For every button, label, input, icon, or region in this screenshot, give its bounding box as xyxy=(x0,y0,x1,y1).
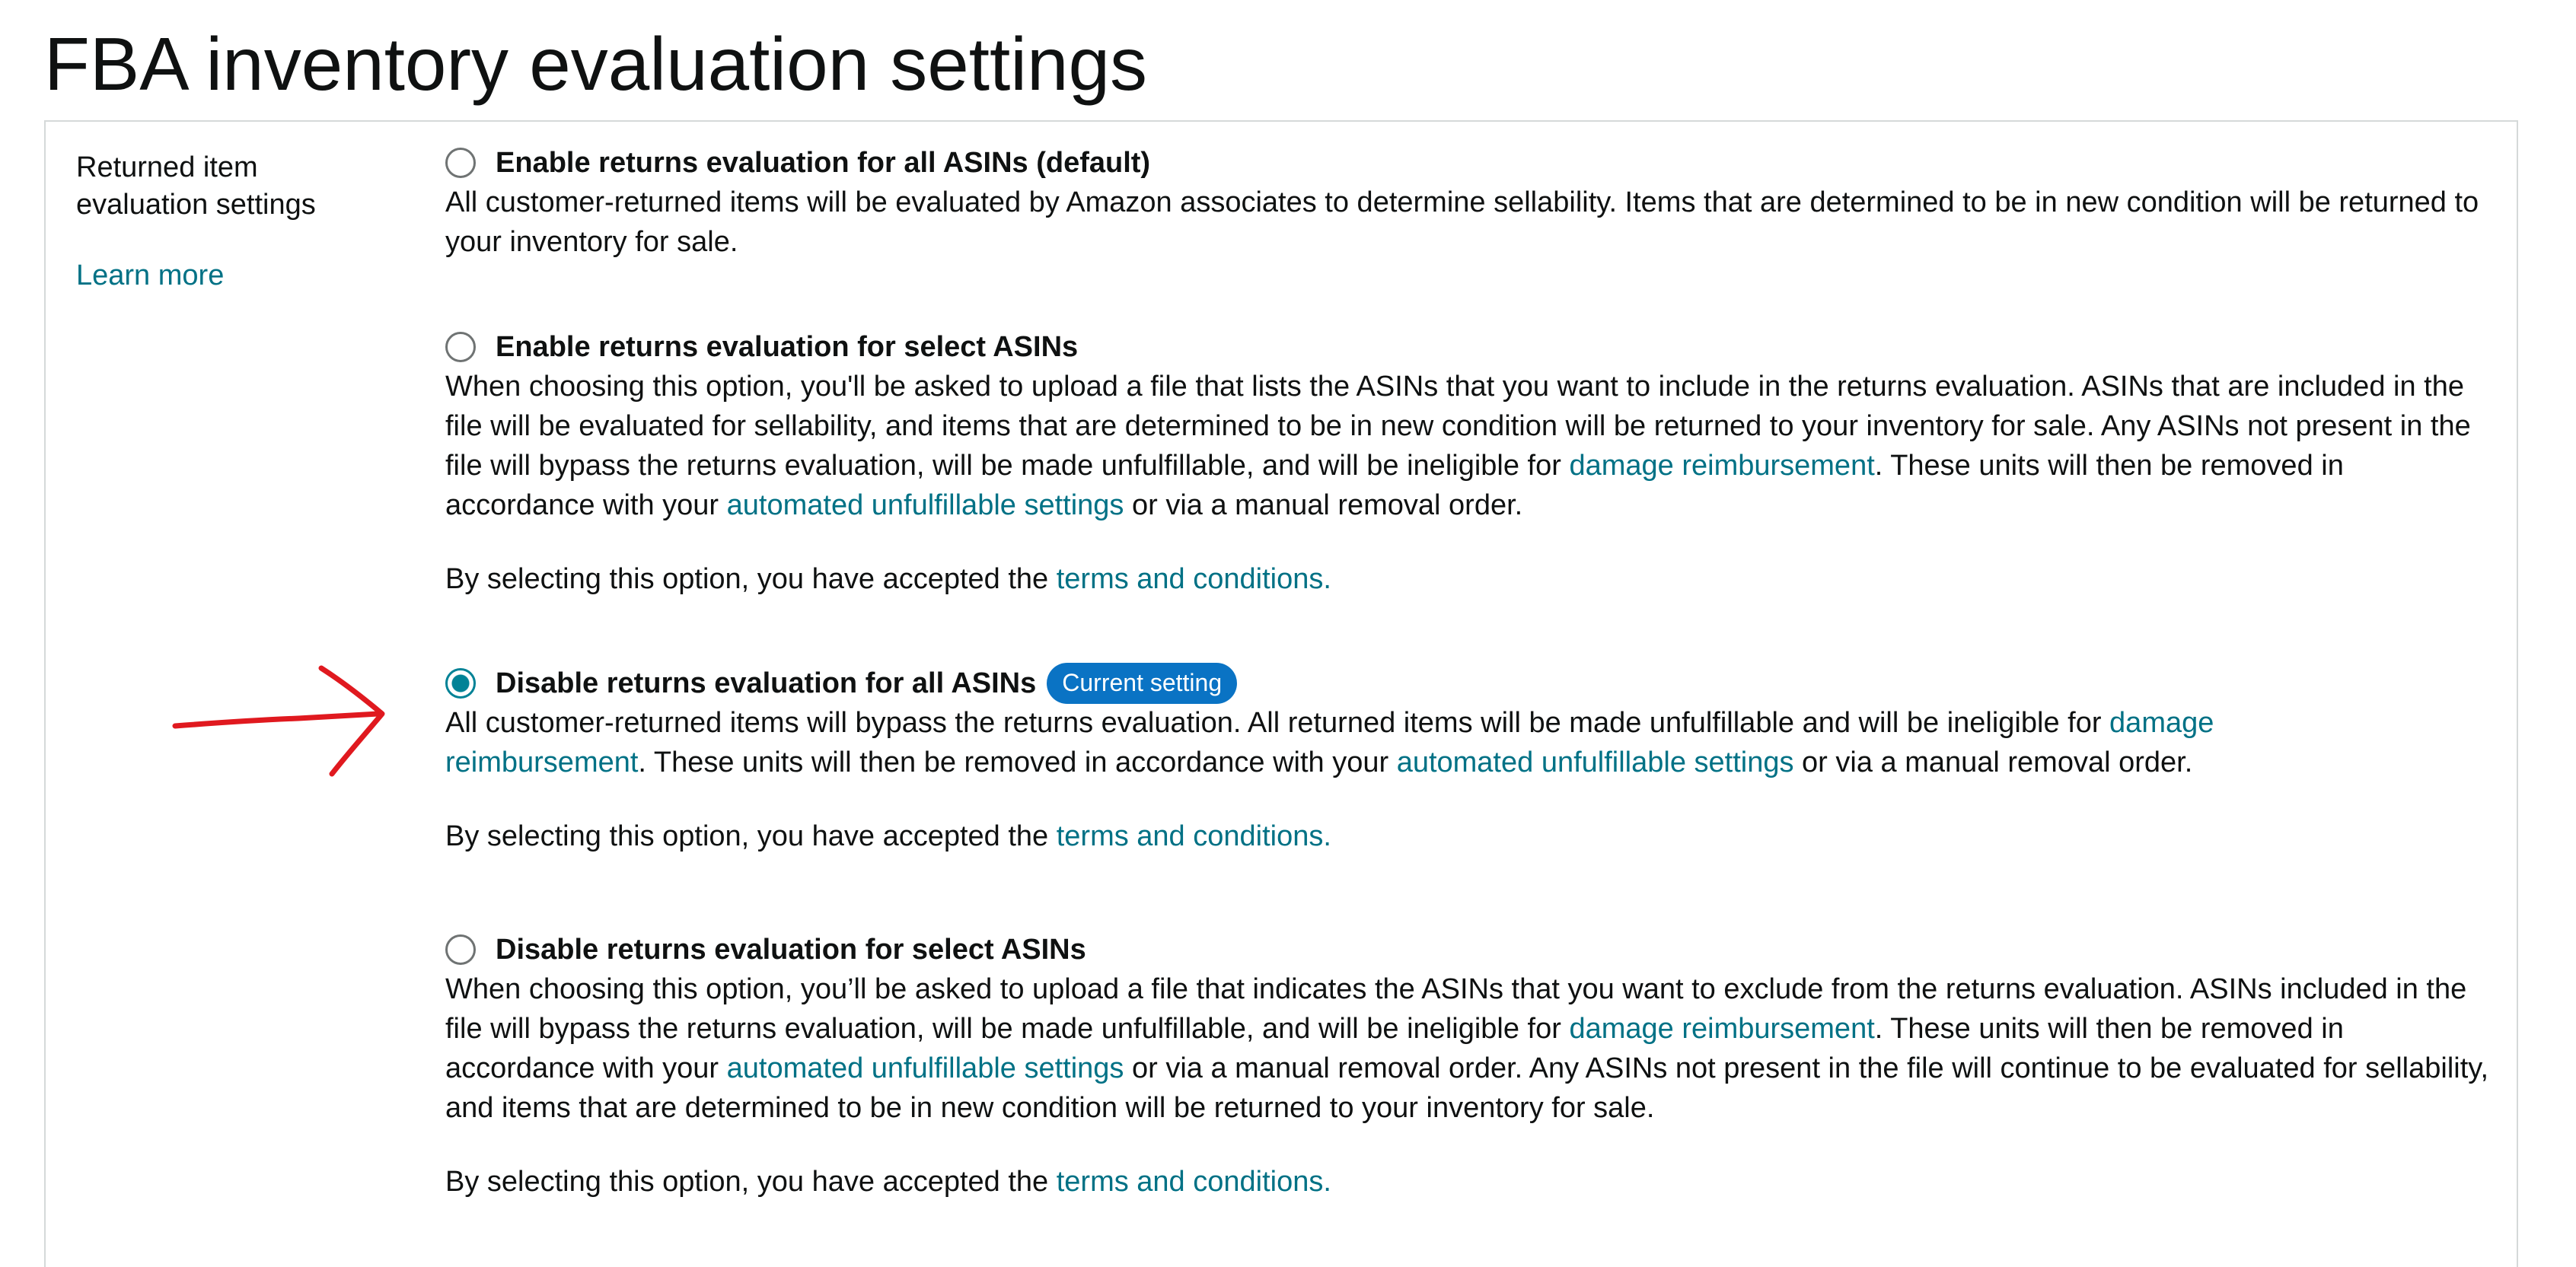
automated-unfulfillable-settings-link[interactable]: automated unfulfillable settings xyxy=(1396,747,1794,778)
desc-text: When choosing this option, you'll be asked to upload a file that lists the ASINs that you want to include in the returns evaluation. ASINs that are included in the file will be evaluated for sellability, and items that are determined to be in new condition will be returned to your inventory for sale. Any ASINs not present in the file will bypass the returns evaluation, will be made unfulfillable, and will be ineligible for xyxy=(445,371,2471,482)
desc-text: or via a manual removal order. xyxy=(1793,747,2193,778)
radio-disable-all-asins[interactable] xyxy=(445,668,476,699)
desc-text: All customer-returned items will bypass the returns evaluation. All returned items will be made unfulfillable and will be ineligible for xyxy=(445,707,2110,739)
hand-drawn-arrow-icon xyxy=(169,664,397,785)
option-description xyxy=(445,969,2493,1128)
option-description xyxy=(445,367,2493,525)
damage-reimbursement-link[interactable]: damage reimbursement xyxy=(1569,450,1875,482)
automated-unfulfillable-settings-link[interactable]: automated unfulfillable settings xyxy=(726,1052,1124,1084)
returned-item-settings-label: Returned item evaluation settings xyxy=(76,151,316,221)
option-title: Enable returns evaluation for all ASINs (default) xyxy=(496,147,1151,179)
automated-unfulfillable-settings-link[interactable]: automated unfulfillable settings xyxy=(726,489,1124,521)
desc-text: . These units will then be removed in accordance with your xyxy=(445,1013,2344,1084)
terms-and-conditions-link[interactable]: terms and conditions. xyxy=(1056,820,1331,852)
desc-text: or via a manual removal order. Any ASINs not present in the file will continue to be evaluated for sellability, and items that are determined to be in new condition will be returned to your inventory for sale. xyxy=(445,1052,2489,1124)
terms-acceptance xyxy=(445,817,2493,856)
option-title: Enable returns evaluation for select ASINs xyxy=(496,331,1079,363)
page-title: FBA inventory evaluation settings xyxy=(44,22,1148,106)
desc-text: . These units will then be removed in accordance with your xyxy=(638,747,1397,778)
option-disable-all-asins[interactable] xyxy=(445,664,2493,856)
option-description: All customer-returned items will be evaluated by Amazon associates to determine sellability. Items that are determined to be in new condition will be returned to your inventory for sale. xyxy=(445,186,2479,258)
radio-enable-all-asins[interactable] xyxy=(445,148,476,178)
option-title: Disable returns evaluation for select ASINs xyxy=(496,934,1086,966)
terms-and-conditions-link[interactable]: terms and conditions. xyxy=(1056,1166,1331,1198)
settings-sidebar xyxy=(76,149,365,294)
radio-disable-select-asins[interactable] xyxy=(445,934,476,965)
option-disable-select-asins[interactable] xyxy=(445,930,2493,1202)
terms-acceptance xyxy=(445,559,2493,599)
terms-acceptance xyxy=(445,1162,2493,1202)
damage-reimbursement-link[interactable]: damage reimbursement xyxy=(1569,1013,1875,1045)
option-enable-all-asins[interactable] xyxy=(445,143,2493,262)
accept-text: By selecting this option, you have accepted the xyxy=(445,563,1057,595)
damage-reimbursement-link[interactable]: damage reimbursement xyxy=(445,707,2214,778)
accept-text: By selecting this option, you have accepted the xyxy=(445,1166,1057,1198)
terms-and-conditions-link[interactable]: terms and conditions. xyxy=(1056,563,1331,595)
option-title: Disable returns evaluation for all ASINs xyxy=(496,667,1037,699)
learn-more-link[interactable]: Learn more xyxy=(76,259,225,291)
option-description xyxy=(445,703,2379,782)
accept-text: By selecting this option, you have accepted the xyxy=(445,820,1057,852)
desc-text: When choosing this option, you’ll be asked to upload a file that indicates the ASINs that you want to exclude from the returns evaluation. ASINs included in the file will bypass the returns evaluation, will be made unfulfillable, and will be ineligible for xyxy=(445,973,2467,1045)
desc-text: . These units will then be removed in accordance with your xyxy=(445,450,2344,521)
option-enable-select-asins[interactable] xyxy=(445,327,2493,599)
desc-text: or via a manual removal order. xyxy=(1124,489,1523,521)
current-setting-badge: Current setting xyxy=(1047,663,1237,704)
radio-enable-select-asins[interactable] xyxy=(445,332,476,362)
